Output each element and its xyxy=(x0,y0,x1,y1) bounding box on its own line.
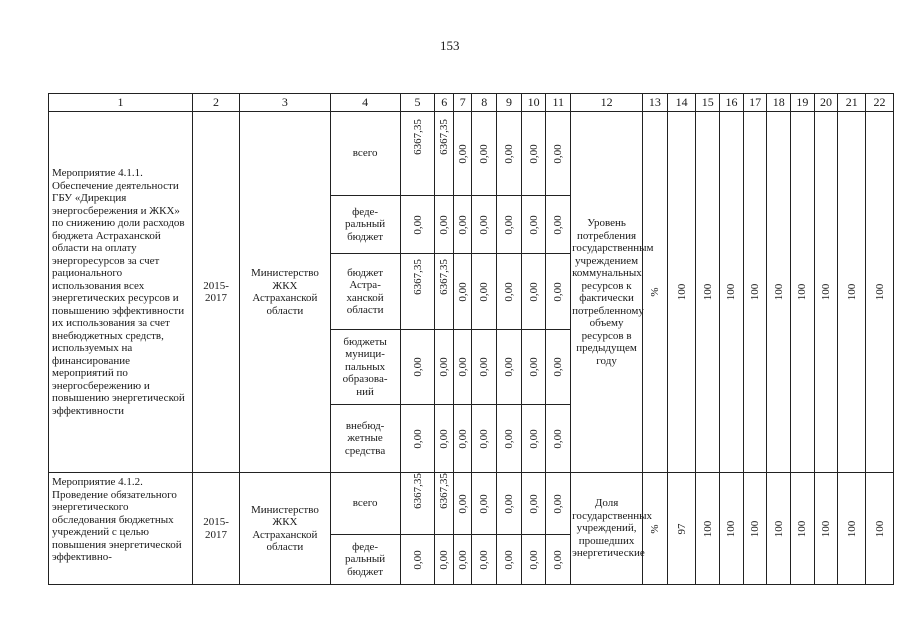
funding-value xyxy=(472,330,497,405)
funding-value-text: 0,00 xyxy=(411,549,424,570)
funding-value-text: 0,00 xyxy=(502,357,515,377)
header-col-18: 18 xyxy=(767,94,791,112)
funding-value xyxy=(435,535,454,585)
target-value xyxy=(696,112,720,473)
activity-executor: Министерство ЖКХ Астраханской области xyxy=(240,112,330,473)
funding-source-label: феде- ральный бюджет xyxy=(330,535,400,585)
funding-value xyxy=(497,254,522,330)
header-row xyxy=(49,94,894,112)
funding-value xyxy=(435,330,454,405)
funding-value xyxy=(546,112,571,196)
funding-value xyxy=(497,405,522,473)
funding-value xyxy=(400,405,435,473)
funding-value-text: 0,00 xyxy=(478,357,491,377)
funding-value xyxy=(435,254,454,330)
funding-value xyxy=(521,535,546,585)
funding-value-text: 0,00 xyxy=(478,143,491,164)
activity-period: 2015- 2017 xyxy=(192,112,239,473)
funding-value xyxy=(453,473,472,535)
funding-value xyxy=(521,196,546,254)
funding-value xyxy=(435,112,454,196)
funding-value xyxy=(546,405,571,473)
funding-value xyxy=(400,473,435,535)
funding-value xyxy=(472,196,497,254)
target-value-text: 100 xyxy=(819,520,832,537)
funding-value-text: 0,00 xyxy=(411,214,424,235)
funding-value-text: 0,00 xyxy=(552,214,565,235)
funding-value xyxy=(453,405,472,473)
target-value-text: 100 xyxy=(796,520,809,537)
funding-value-text: 0,00 xyxy=(437,357,450,377)
header-col-16: 16 xyxy=(720,94,744,112)
indicator-name: Доля государственных учреждений, прошедших энергетические xyxy=(571,473,643,585)
header-col-19: 19 xyxy=(791,94,815,112)
funding-value xyxy=(453,112,472,196)
source-row xyxy=(49,112,894,196)
header-col-12: 12 xyxy=(571,94,643,112)
funding-value xyxy=(521,330,546,405)
funding-value xyxy=(497,196,522,254)
header-col-21: 21 xyxy=(838,94,866,112)
funding-value-text: 6367,35 xyxy=(437,119,450,155)
header-col-22: 22 xyxy=(866,94,894,112)
funding-value-text: 0,00 xyxy=(502,549,515,570)
funding-value xyxy=(400,254,435,330)
funding-value xyxy=(521,254,546,330)
funding-value-text: 0,00 xyxy=(456,143,469,164)
funding-source-label: всего xyxy=(330,473,400,535)
funding-value-text: 0,00 xyxy=(456,357,469,377)
header-col-14: 14 xyxy=(667,94,696,112)
target-value xyxy=(667,112,696,473)
indicator-unit xyxy=(643,112,668,473)
funding-value xyxy=(472,405,497,473)
target-value xyxy=(743,473,767,585)
funding-value xyxy=(546,535,571,585)
target-value-text: 100 xyxy=(819,283,832,301)
target-value xyxy=(667,473,696,585)
activity-executor: Министерство ЖКХ Астраханской области xyxy=(240,473,330,585)
target-value xyxy=(838,473,866,585)
target-value xyxy=(696,473,720,585)
activity-name: Мероприятие 4.1.1. Обеспечение деятельности ГБУ «Дирекция энергосбережения и ЖКХ» по снижению доли расходов бюджета Астраханской области на оплату энергоресурсов за счет рационального использования всех энергетических ресурсов и повышению эффективности их использования за счет внебюджетных средств, используемых на финансирование мероприятий по энергосбережению и повышению энергетической эффективности xyxy=(49,112,193,473)
funding-value xyxy=(497,112,522,196)
funding-value-text: 0,00 xyxy=(527,493,540,514)
funding-value-text: 0,00 xyxy=(502,428,515,449)
funding-source-label: внебюд- жетные средства xyxy=(330,405,400,473)
funding-value-text: 6367,35 xyxy=(437,473,450,510)
funding-value-text: 6367,35 xyxy=(411,119,424,155)
funding-value-text: 0,00 xyxy=(478,428,491,449)
target-value xyxy=(814,112,838,473)
funding-value xyxy=(497,473,522,535)
target-value xyxy=(866,473,894,585)
header-col-15: 15 xyxy=(696,94,720,112)
header-col-13: 13 xyxy=(643,94,668,112)
funding-value xyxy=(453,535,472,585)
target-value-text: 97 xyxy=(675,523,688,534)
funding-value xyxy=(472,112,497,196)
funding-value-text: 0,00 xyxy=(456,214,469,235)
funding-value-text: 0,00 xyxy=(456,428,469,449)
funding-value xyxy=(453,196,472,254)
header-col-3: 3 xyxy=(240,94,330,112)
funding-value-text: 0,00 xyxy=(502,143,515,164)
activity-period: 2015- 2017 xyxy=(192,473,239,585)
funding-value-text: 6367,35 xyxy=(411,473,424,510)
funding-value-text: 0,00 xyxy=(502,493,515,514)
funding-value-text: 0,00 xyxy=(456,549,469,570)
target-value-text: 100 xyxy=(845,520,858,537)
funding-value-text: 0,00 xyxy=(478,493,491,514)
funding-source-label: всего xyxy=(330,112,400,196)
funding-value-text: 0,00 xyxy=(552,143,565,164)
funding-value xyxy=(400,535,435,585)
indicator-name: Уровень потребления государственным учреждением коммунальных ресурсов к фактически потребленному объему ресурсов в предыдущем году xyxy=(571,112,643,473)
indicator-unit-text: % xyxy=(648,287,661,297)
funding-value-text: 0,00 xyxy=(437,214,450,235)
funding-value-text: 0,00 xyxy=(478,281,491,302)
indicator-unit-text: % xyxy=(648,523,661,534)
funding-value xyxy=(546,254,571,330)
funding-value-text: 0,00 xyxy=(552,428,565,449)
target-value-text: 100 xyxy=(748,283,761,301)
target-value xyxy=(720,112,744,473)
funding-value-text: 0,00 xyxy=(478,549,491,570)
funding-value-text: 0,00 xyxy=(527,428,540,449)
funding-value-text: 0,00 xyxy=(552,549,565,570)
funding-value-text: 0,00 xyxy=(552,357,565,377)
funding-value xyxy=(497,330,522,405)
target-value-text: 100 xyxy=(873,520,886,537)
funding-value-text: 0,00 xyxy=(502,281,515,302)
funding-value xyxy=(453,254,472,330)
funding-value-text: 0,00 xyxy=(437,428,450,449)
funding-value xyxy=(546,473,571,535)
funding-value xyxy=(400,112,435,196)
source-row xyxy=(49,473,894,535)
target-value-text: 100 xyxy=(725,520,738,537)
funding-value-text: 0,00 xyxy=(411,357,424,377)
program-table-wrapper xyxy=(48,93,894,585)
funding-value-text: 0,00 xyxy=(456,493,469,514)
target-value xyxy=(866,112,894,473)
target-value-text: 100 xyxy=(675,283,688,301)
funding-value xyxy=(400,330,435,405)
target-value xyxy=(838,112,866,473)
funding-value-text: 0,00 xyxy=(478,214,491,235)
target-value-text: 100 xyxy=(701,283,714,301)
header-col-20: 20 xyxy=(814,94,838,112)
funding-source-label: бюджеты муници- пальных образова- ний xyxy=(330,330,400,405)
funding-value xyxy=(521,473,546,535)
target-value xyxy=(720,473,744,585)
funding-value xyxy=(521,405,546,473)
funding-value-text: 0,00 xyxy=(411,428,424,449)
program-table xyxy=(48,93,894,585)
funding-value-text: 0,00 xyxy=(552,493,565,514)
header-col-1: 1 xyxy=(49,94,193,112)
target-value xyxy=(743,112,767,473)
funding-value xyxy=(472,535,497,585)
funding-value xyxy=(435,405,454,473)
funding-value-text: 6367,35 xyxy=(437,258,450,295)
target-value xyxy=(791,112,815,473)
target-value xyxy=(791,473,815,585)
header-col-7: 7 xyxy=(453,94,472,112)
funding-value xyxy=(453,330,472,405)
funding-value-text: 0,00 xyxy=(527,214,540,235)
funding-value-text: 0,00 xyxy=(527,143,540,164)
funding-value-text: 0,00 xyxy=(527,549,540,570)
target-value-text: 100 xyxy=(796,283,809,301)
funding-value xyxy=(472,254,497,330)
funding-value-text: 0,00 xyxy=(527,357,540,377)
target-value-text: 100 xyxy=(772,283,785,301)
indicator-unit xyxy=(643,473,668,585)
header-col-5: 5 xyxy=(400,94,435,112)
target-value-text: 100 xyxy=(873,283,886,301)
funding-source-label: бюджет Астра- ханской области xyxy=(330,254,400,330)
funding-value-text: 0,00 xyxy=(456,281,469,302)
header-col-6: 6 xyxy=(435,94,454,112)
header-col-17: 17 xyxy=(743,94,767,112)
activity-name: Мероприятие 4.1.2. Проведение обязательного энергетического обследования бюджетных учреждений с целью повышения энергетической эффективно- xyxy=(49,473,193,585)
header-col-11: 11 xyxy=(546,94,571,112)
funding-value xyxy=(435,196,454,254)
funding-value xyxy=(472,473,497,535)
target-value xyxy=(767,473,791,585)
target-value-text: 100 xyxy=(725,283,738,301)
target-value-text: 100 xyxy=(748,520,761,537)
header-col-9: 9 xyxy=(497,94,522,112)
target-value-text: 100 xyxy=(701,520,714,537)
funding-value-text: 0,00 xyxy=(552,281,565,302)
funding-value xyxy=(435,473,454,535)
header-col-4: 4 xyxy=(330,94,400,112)
funding-value xyxy=(400,196,435,254)
funding-value-text: 0,00 xyxy=(437,549,450,570)
header-col-2: 2 xyxy=(192,94,239,112)
target-value-text: 100 xyxy=(845,283,858,301)
funding-value xyxy=(546,196,571,254)
header-col-10: 10 xyxy=(521,94,546,112)
funding-value xyxy=(546,330,571,405)
funding-value-text: 0,00 xyxy=(527,281,540,302)
target-value xyxy=(814,473,838,585)
page-number: 153 xyxy=(440,38,460,53)
funding-source-label: феде- ральный бюджет xyxy=(330,196,400,254)
funding-value xyxy=(497,535,522,585)
target-value xyxy=(767,112,791,473)
funding-value xyxy=(521,112,546,196)
target-value-text: 100 xyxy=(772,520,785,537)
funding-value-text: 0,00 xyxy=(502,214,515,235)
funding-value-text: 6367,35 xyxy=(411,258,424,295)
header-col-8: 8 xyxy=(472,94,497,112)
